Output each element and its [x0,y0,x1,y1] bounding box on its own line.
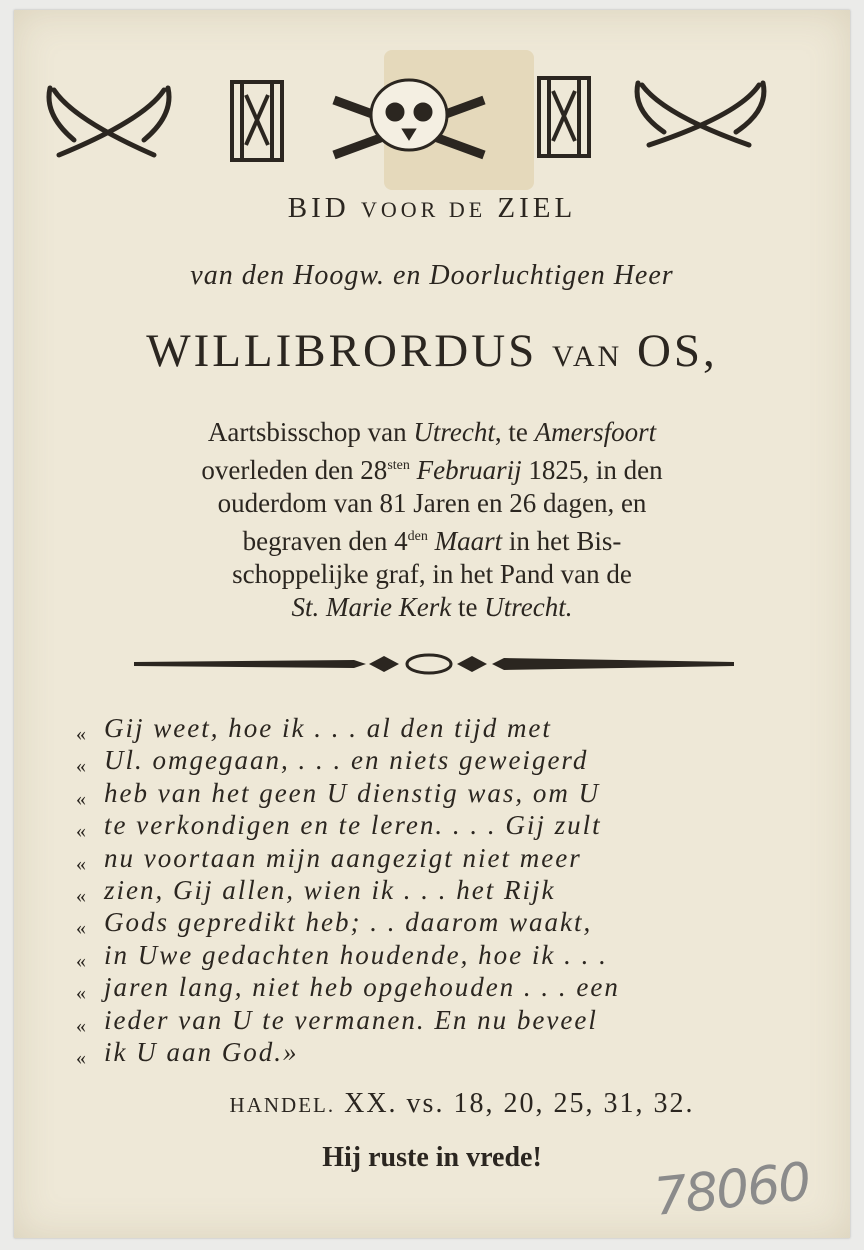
heading-voor-de: VOOR DE [360,197,487,222]
hourglass-right-icon [539,78,589,156]
bio-month: Maart [434,526,503,556]
prayer-heading [14,192,850,225]
quote-mark: « [76,982,86,1005]
verse-text: Gij weet, hoe ik . . . al den tijd met [104,713,552,743]
name-van: VAN [552,340,623,373]
bio-text: 1825, in den [521,455,663,485]
bio-text: in het Bis- [502,526,622,556]
verse-text: in Uwe gedachten houdende, hoe ik . . . [104,939,608,970]
verse-line [76,907,816,939]
crossed-scythes-right-icon [637,83,764,145]
quote-mark: « [76,723,86,745]
quote-mark: « [76,755,86,778]
scripture-reference [14,1088,850,1120]
bio-line-2 [14,449,850,487]
bio-text: Aartsbisschop van [207,417,414,447]
verse-text: zien, Gij allen, wien ik . . . het Rijk [104,874,556,905]
bio-month: Februarij [416,455,522,485]
bio-line-3: ouderdom van 81 Jaren en 26 dagen, en [217,488,647,518]
verse-text: Gods gepredikt heb; . . daarom waakt, [104,907,593,938]
name-first: WILLIBRORDUS [146,325,538,377]
verse-line [76,778,816,810]
verse-text: jaren lang, niet heb opgehouden . . . een [104,972,620,1003]
bio-line-6 [14,591,850,624]
mourning-ornaments [14,60,850,180]
quote-mark: « [76,1046,86,1069]
bio-place: Utrecht. [484,592,573,622]
biography-text [14,416,850,624]
scripture-quote [76,713,816,1069]
verse-text: nu voortaan mijn aangezigt niet meer [104,842,582,873]
quote-mark: « [76,852,86,875]
honorific-line: van den Hoogw. en Doorluchtigen Heer [190,260,674,291]
bio-line-4 [14,520,850,558]
verse-line [76,713,816,745]
closing-blessing: Hij ruste in vrede! [322,1142,542,1173]
reference-book: HANDEL. [229,1093,336,1117]
verse-line [76,972,816,1004]
verse-line [76,745,816,777]
bio-text: te [451,592,485,622]
bio-text: begraven den 4 [242,526,408,556]
bio-place: Utrecht [413,417,495,447]
quote-mark: « [76,787,86,810]
verse-line [76,843,816,875]
verse-text: ieder van U te vermanen. En nu beveel [104,1004,598,1035]
bio-text: , te [494,417,535,447]
ornamental-divider [134,650,734,678]
quote-mark: « [76,820,86,843]
bio-place: Amersfoort [534,417,657,447]
bio-superscript: sten [387,458,410,473]
verse-text: ik U aan God.» [104,1036,299,1067]
deceased-name [14,324,850,378]
hourglass-left-icon [232,82,282,160]
verse-text: Ul. omgegaan, . . . en niets geweigerd [104,745,589,776]
catalog-number: 78060 [651,1152,813,1228]
crossed-scythes-left-icon [49,88,169,155]
bio-church: St. Marie Kerk [291,592,452,622]
bio-text: overleden den 28 [201,455,388,485]
verse-text: te verkondigen en te leren. . . . Gij zult [104,810,602,841]
verse-line [76,1005,816,1037]
bio-text [428,526,435,556]
quote-mark: « [76,884,86,907]
reference-verses: XX. vs. 18, 20, 25, 31, 32. [335,1088,695,1119]
bio-line-5: schoppelijke graf, in het Pand van de [232,559,632,589]
skull-and-bones-icon [334,80,484,155]
quote-mark: « [76,1014,86,1037]
bio-line-1 [14,416,850,449]
bio-superscript: den [407,529,428,544]
verse-line [76,810,816,842]
verse-line [76,875,816,907]
verse-text: heb van het geen U dienstig was, om U [104,777,601,808]
quote-mark: « [76,917,86,940]
name-os: OS, [636,325,718,377]
verse-line [76,1037,816,1069]
heading-bid: BID [287,192,350,224]
bio-text [410,455,417,485]
memorial-card [14,10,850,1238]
heading-ziel: ZIEL [497,192,577,224]
verse-line [76,940,816,972]
quote-mark: « [76,949,86,972]
